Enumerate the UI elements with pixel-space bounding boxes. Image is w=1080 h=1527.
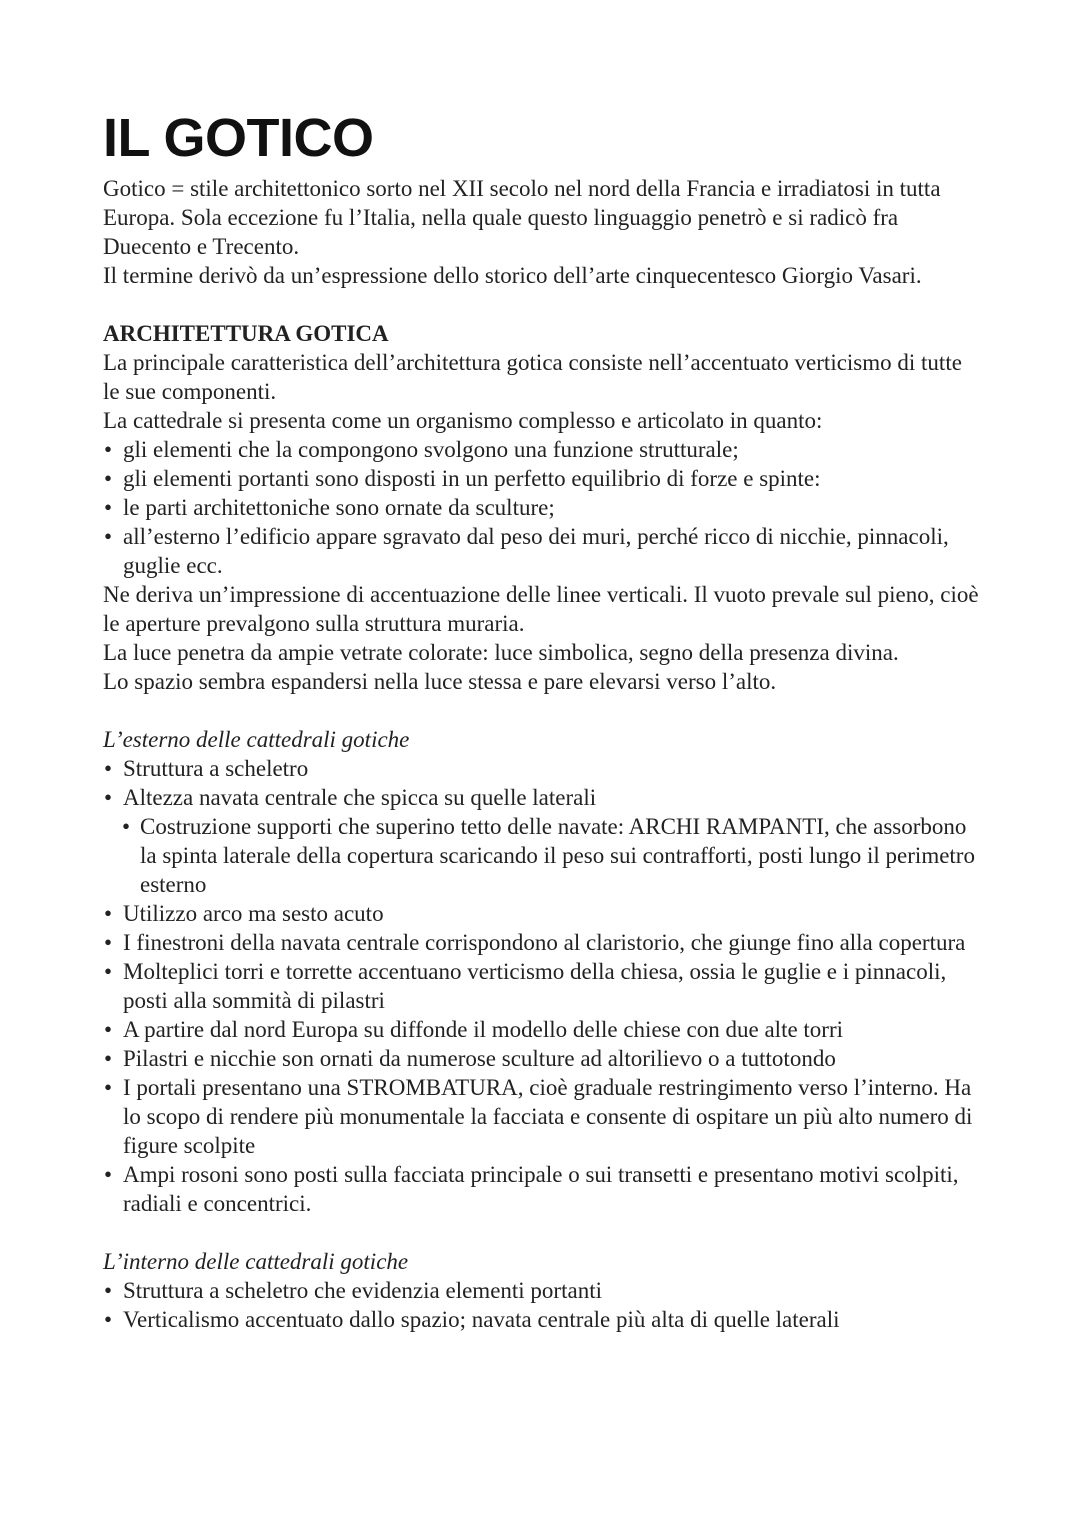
intro-paragraph: Gotico = stile architettonico sorto nel XII secolo nel nord della Francia e irradiatosi in tutta Europa. Sola eccezione fu l’Italia, nella quale questo linguaggio penetrò e si radicò fra Duecento e Trecento.	[103, 176, 941, 259]
section-heading-architettura: ARCHITETTURA GOTICA	[103, 321, 389, 346]
subheading-esterno: L’esterno delle cattedrali gotiche	[103, 727, 410, 752]
bullet-list	[103, 435, 983, 580]
document-page	[103, 108, 983, 1334]
list-item: • Altezza navata centrale che spicca su quelle laterali	[103, 783, 983, 812]
list-item: • le parti architettoniche sono ornate da sculture;	[103, 493, 983, 522]
list-item: • Utilizzo arco ma sesto acuto	[103, 899, 983, 928]
spacer	[103, 696, 983, 725]
list-item: • gli elementi portanti sono disposti in un perfetto equilibrio di forze e spinte:	[103, 464, 983, 493]
subheading-interno: L’interno delle cattedrali gotiche	[103, 1249, 409, 1274]
list-item: • all’esterno l’edificio appare sgravato dal peso dei muri, perché ricco di nicchie, pinnacoli, guglie ecc.	[103, 522, 983, 580]
spacer	[103, 290, 983, 319]
bullet-list	[103, 754, 983, 1218]
page-title: IL GOTICO	[103, 108, 374, 168]
list-item: • I finestroni della navata centrale corrispondono al claristorio, che giunge fino alla copertura	[103, 928, 983, 957]
list-item: • I portali presentano una STROMBATURA, cioè graduale restringimento verso l’interno. Ha lo scopo di rendere più monumentale la facciata e consente di ospitare un più alto numero di figure scolpite	[103, 1073, 983, 1160]
paragraph: La principale caratteristica dell’architettura gotica consiste nell’accentuato verticismo di tutte le sue componenti.	[103, 350, 962, 404]
intro-paragraph: Il termine derivò da un’espressione dello storico dell’arte cinquecentesco Giorgio Vasari.	[103, 263, 922, 288]
list-item: • Struttura a scheletro che evidenzia elementi portanti	[103, 1276, 983, 1305]
list-item: • Ampi rosoni sono posti sulla facciata principale o sui transetti e presentano motivi scolpiti, radiali e concentrici.	[103, 1160, 983, 1218]
list-item: • Struttura a scheletro	[103, 754, 983, 783]
paragraph: Ne deriva un’impressione di accentuazione delle linee verticali. Il vuoto prevale sul pieno, cioè le aperture prevalgono sulla struttura muraria.	[103, 582, 979, 636]
list-item: • A partire dal nord Europa su diffonde il modello delle chiese con due alte torri	[103, 1015, 983, 1044]
paragraph: Lo spazio sembra espandersi nella luce stessa e pare elevarsi verso l’alto.	[103, 669, 777, 694]
paragraph: La luce penetra da ampie vetrate colorate: luce simbolica, segno della presenza divina.	[103, 640, 899, 665]
list-item: • Molteplici torri e torrette accentuano verticismo della chiesa, ossia le guglie e i pinnacoli, posti alla sommità di pilastri	[103, 957, 983, 1015]
list-item: • gli elementi che la compongono svolgono una funzione strutturale;	[103, 435, 983, 464]
list-item-nested: • Costruzione supporti che superino tetto delle navate: ARCHI RAMPANTI, che assorbono la spinta laterale della copertura scaricando il peso sui contrafforti, posti lungo il perimetro esterno	[103, 812, 983, 899]
document-body	[103, 174, 983, 1334]
bullet-list	[103, 1276, 983, 1334]
spacer	[103, 1218, 983, 1247]
paragraph: La cattedrale si presenta come un organismo complesso e articolato in quanto:	[103, 408, 823, 433]
list-item: • Verticalismo accentuato dallo spazio; navata centrale più alta di quelle laterali	[103, 1305, 983, 1334]
list-item: • Pilastri e nicchie son ornati da numerose sculture ad altorilievo o a tuttotondo	[103, 1044, 983, 1073]
